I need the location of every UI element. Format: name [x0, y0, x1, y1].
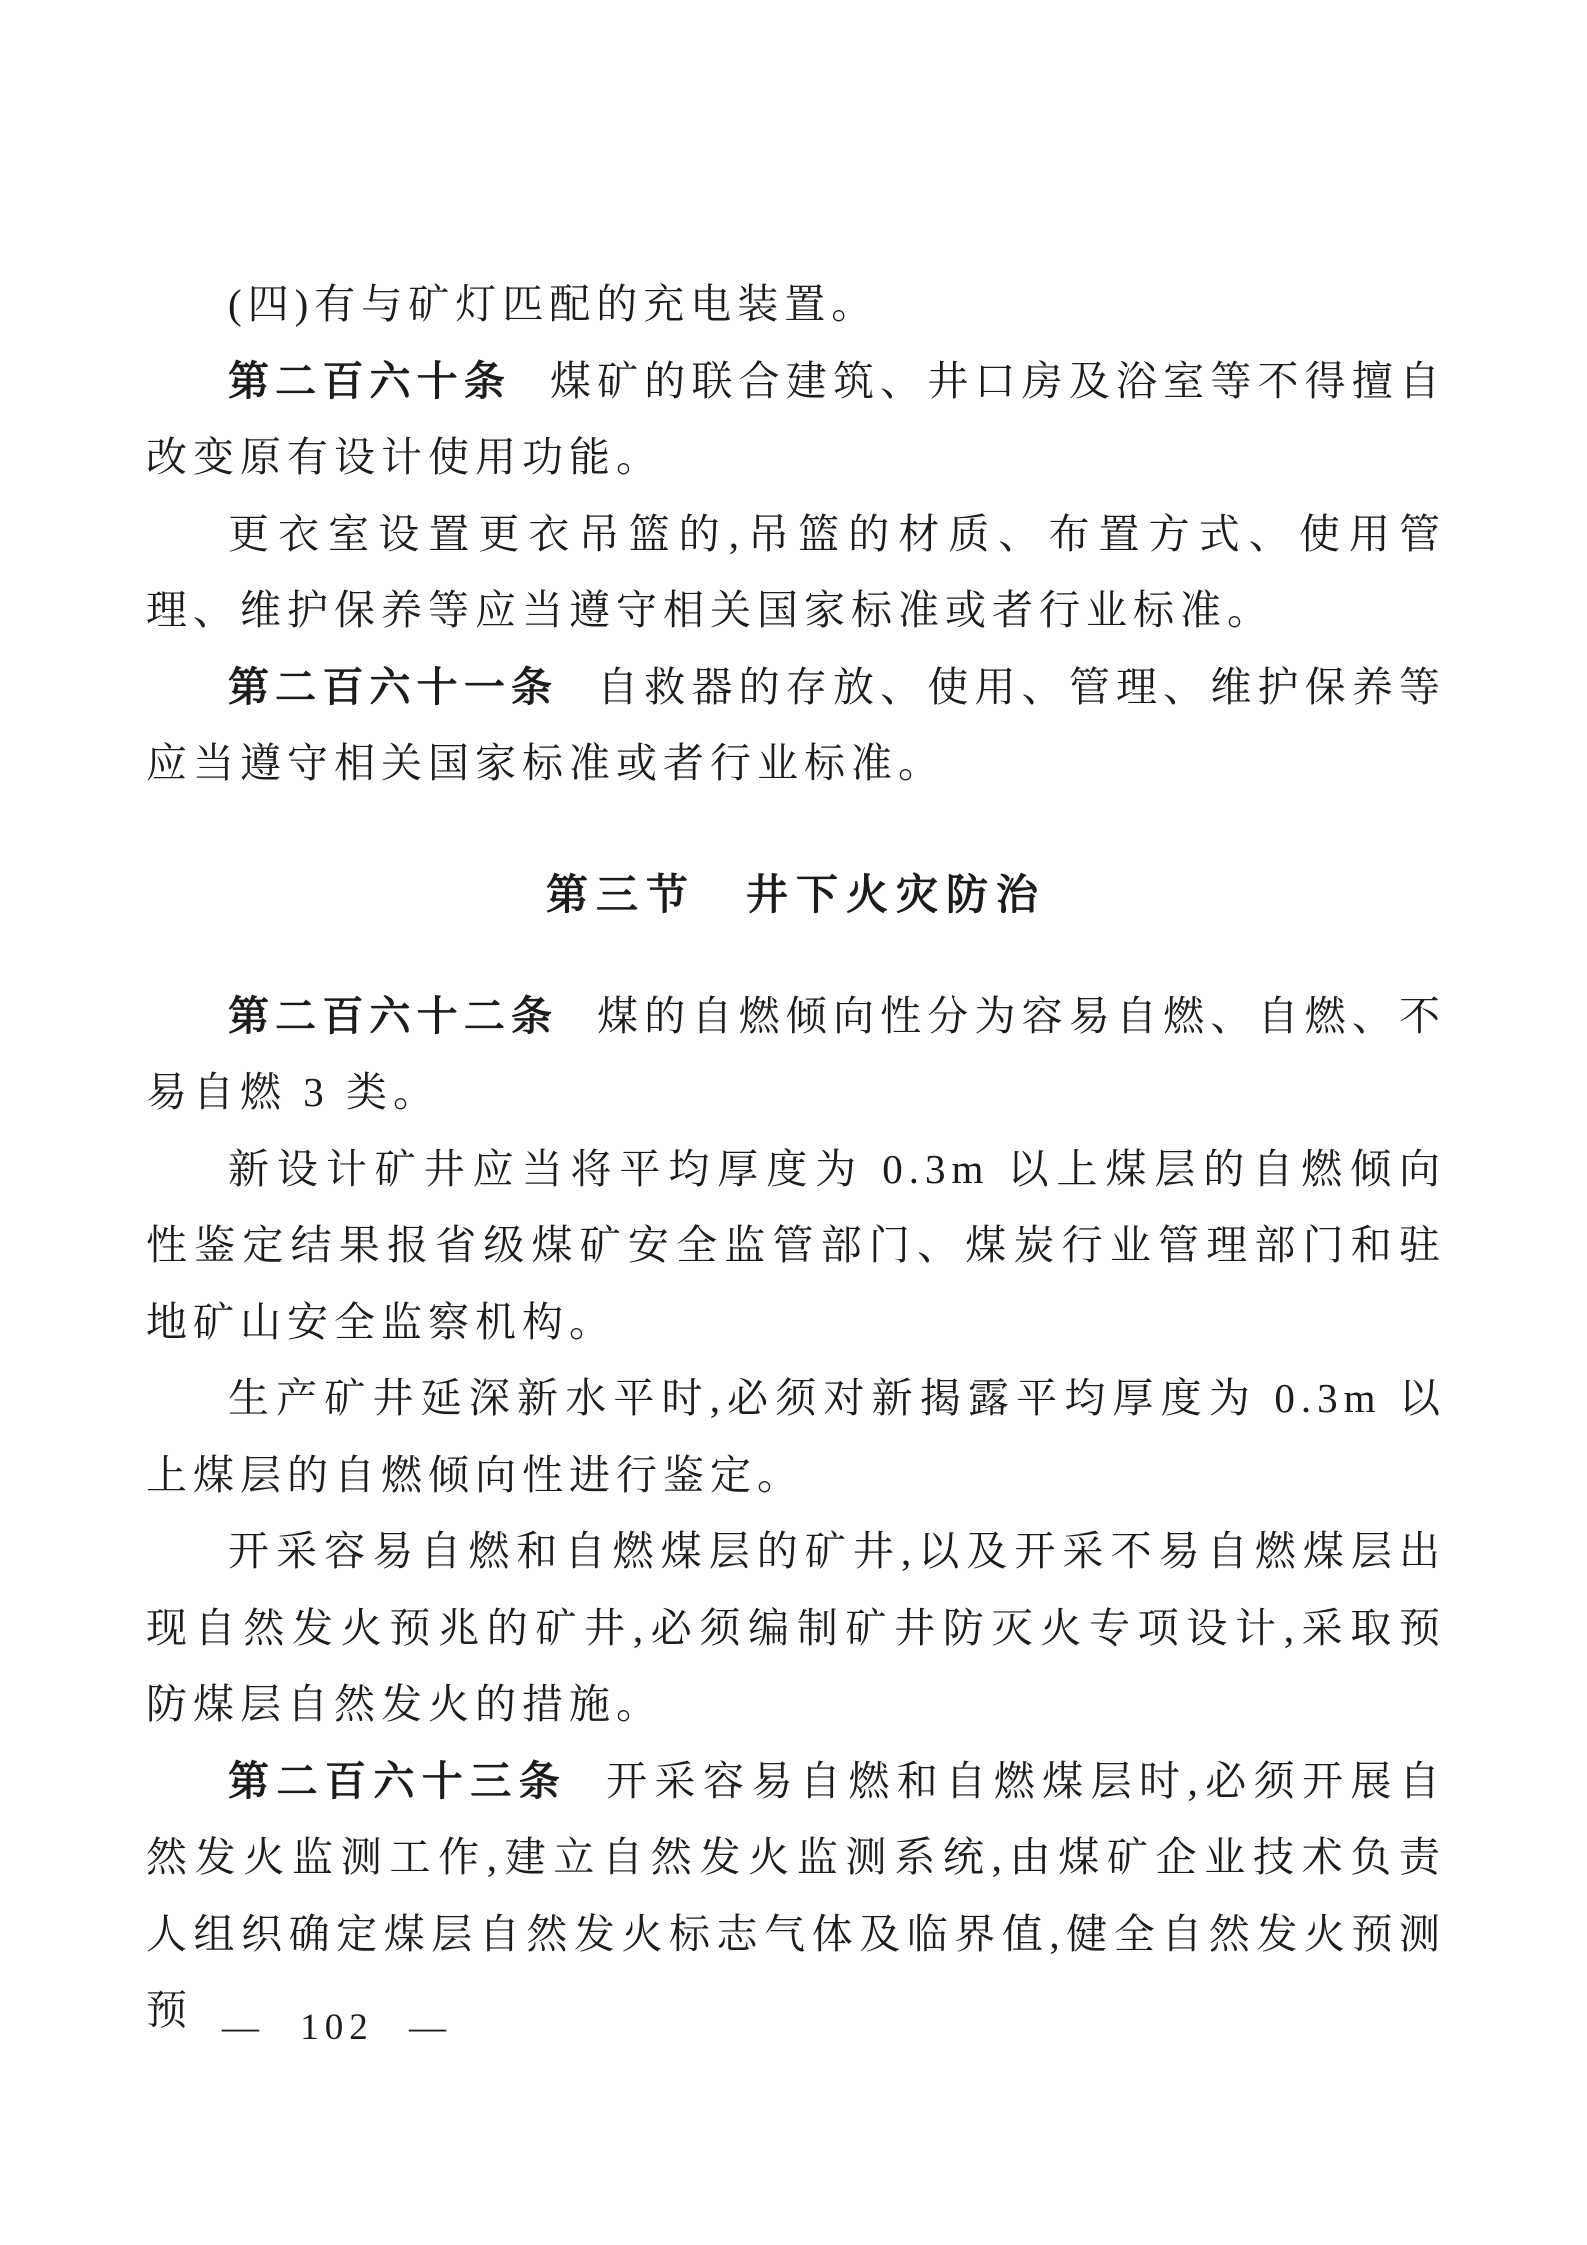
paragraph	[146, 1743, 1446, 2049]
paragraph	[146, 343, 1446, 496]
page-number: — 102 —	[222, 2007, 452, 2048]
paragraph-text: 自救器的存放、使用、管理、维护保养等应当遵守相关国家标准或者行业标准。	[146, 663, 1447, 786]
paragraph	[146, 978, 1446, 1131]
paragraph-text: 开采容易自燃和自燃煤层时,必须开展自然发火监测工作,建立自然发火监测系统,由煤矿企业技术负责人组织确定煤层自然发火标志气体及临界值,健全自然发火预测预	[146, 1757, 1447, 2033]
paragraph-text: 生产矿井延深新水平时,必须对新揭露平均厚度为 0.3m 以上煤层的自燃倾向性进行鉴定。	[146, 1375, 1446, 1498]
article-number: 第二百六十条	[228, 357, 512, 404]
paragraph	[146, 1360, 1446, 1513]
article-number: 第二百六十三条	[228, 1757, 568, 1804]
paragraph	[146, 496, 1446, 649]
article-number: 第二百六十一条	[228, 663, 559, 710]
paragraph-text: 开采容易自燃和自燃煤层的矿井,以及开采不易自燃煤层出现自然发火预兆的矿井,必须编制矿井防灭火专项设计,采取预防煤层自然发火的措施。	[146, 1528, 1446, 1727]
article-number: 第二百六十二条	[228, 992, 559, 1039]
paragraph	[146, 649, 1446, 802]
paragraph-text: 煤矿的联合建筑、井口房及浴室等不得擅自改变原有设计使用功能。	[146, 357, 1446, 480]
content-area	[146, 266, 1446, 2049]
paragraph-text: 煤的自燃倾向性分为容易自燃、自燃、不易自燃 3 类。	[146, 992, 1447, 1115]
paragraph	[146, 1131, 1446, 1361]
paragraph	[146, 266, 1446, 343]
paragraph	[146, 1513, 1446, 1743]
paragraph-text: 更衣室设置更衣吊篮的,吊篮的材质、布置方式、使用管理、维护保养等应当遵守相关国家标准或者行业标准。	[146, 510, 1446, 633]
paragraph-text: (四)有与矿灯匹配的充电装置。	[228, 281, 879, 327]
section-heading: 第三节 井下火灾防治	[545, 872, 1046, 919]
paragraph-text: 新设计矿井应当将平均厚度为 0.3m 以上煤层的自燃倾向性鉴定结果报省级煤矿安全监管部门、煤炭行业管理部门和驻地矿山安全监察机构。	[146, 1145, 1446, 1345]
